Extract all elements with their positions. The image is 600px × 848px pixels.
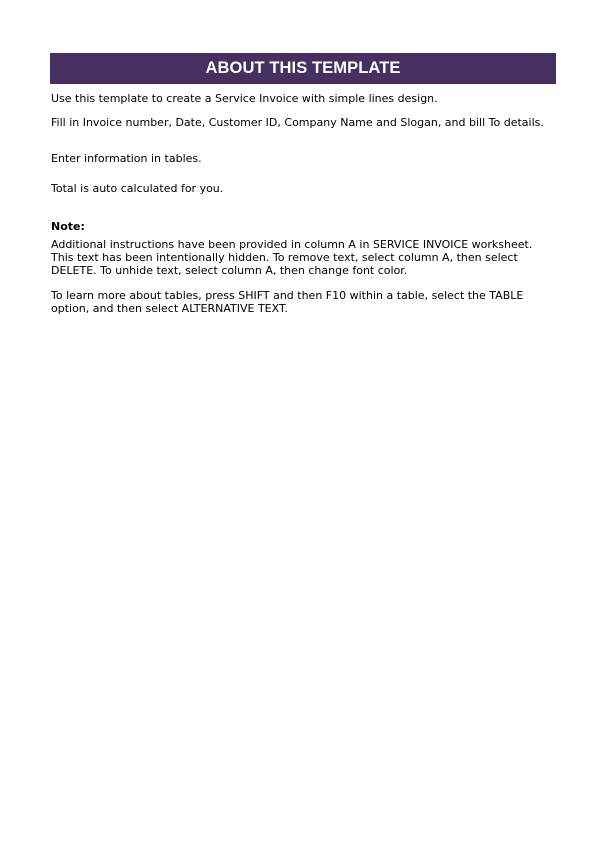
note-paragraph: Additional instructions have been provided in column A in SERVICE INVOICE worksheet. This text has been intentionally hidden. To remove text, select column A, then select DELETE. To unhide text, select column A, then change font color. (51, 238, 533, 277)
instruction-paragraph: Total is auto calculated for you. (51, 182, 224, 195)
note-paragraph: To learn more about tables, press SHIFT and then F10 within a table, select the TABLE option, and then select ALTERNATIVE TEXT. (51, 289, 524, 315)
note-label: Note: (51, 220, 85, 233)
instruction-paragraph: Use this template to create a Service Invoice with simple lines design. (51, 92, 438, 105)
instruction-paragraph: Fill in Invoice number, Date, Customer ID, Company Name and Slogan, and bill To details. (51, 116, 544, 129)
instruction-paragraph: Enter information in tables. (51, 152, 202, 165)
page-title: ABOUT THIS TEMPLATE (205, 59, 401, 77)
header-banner (50, 53, 556, 84)
